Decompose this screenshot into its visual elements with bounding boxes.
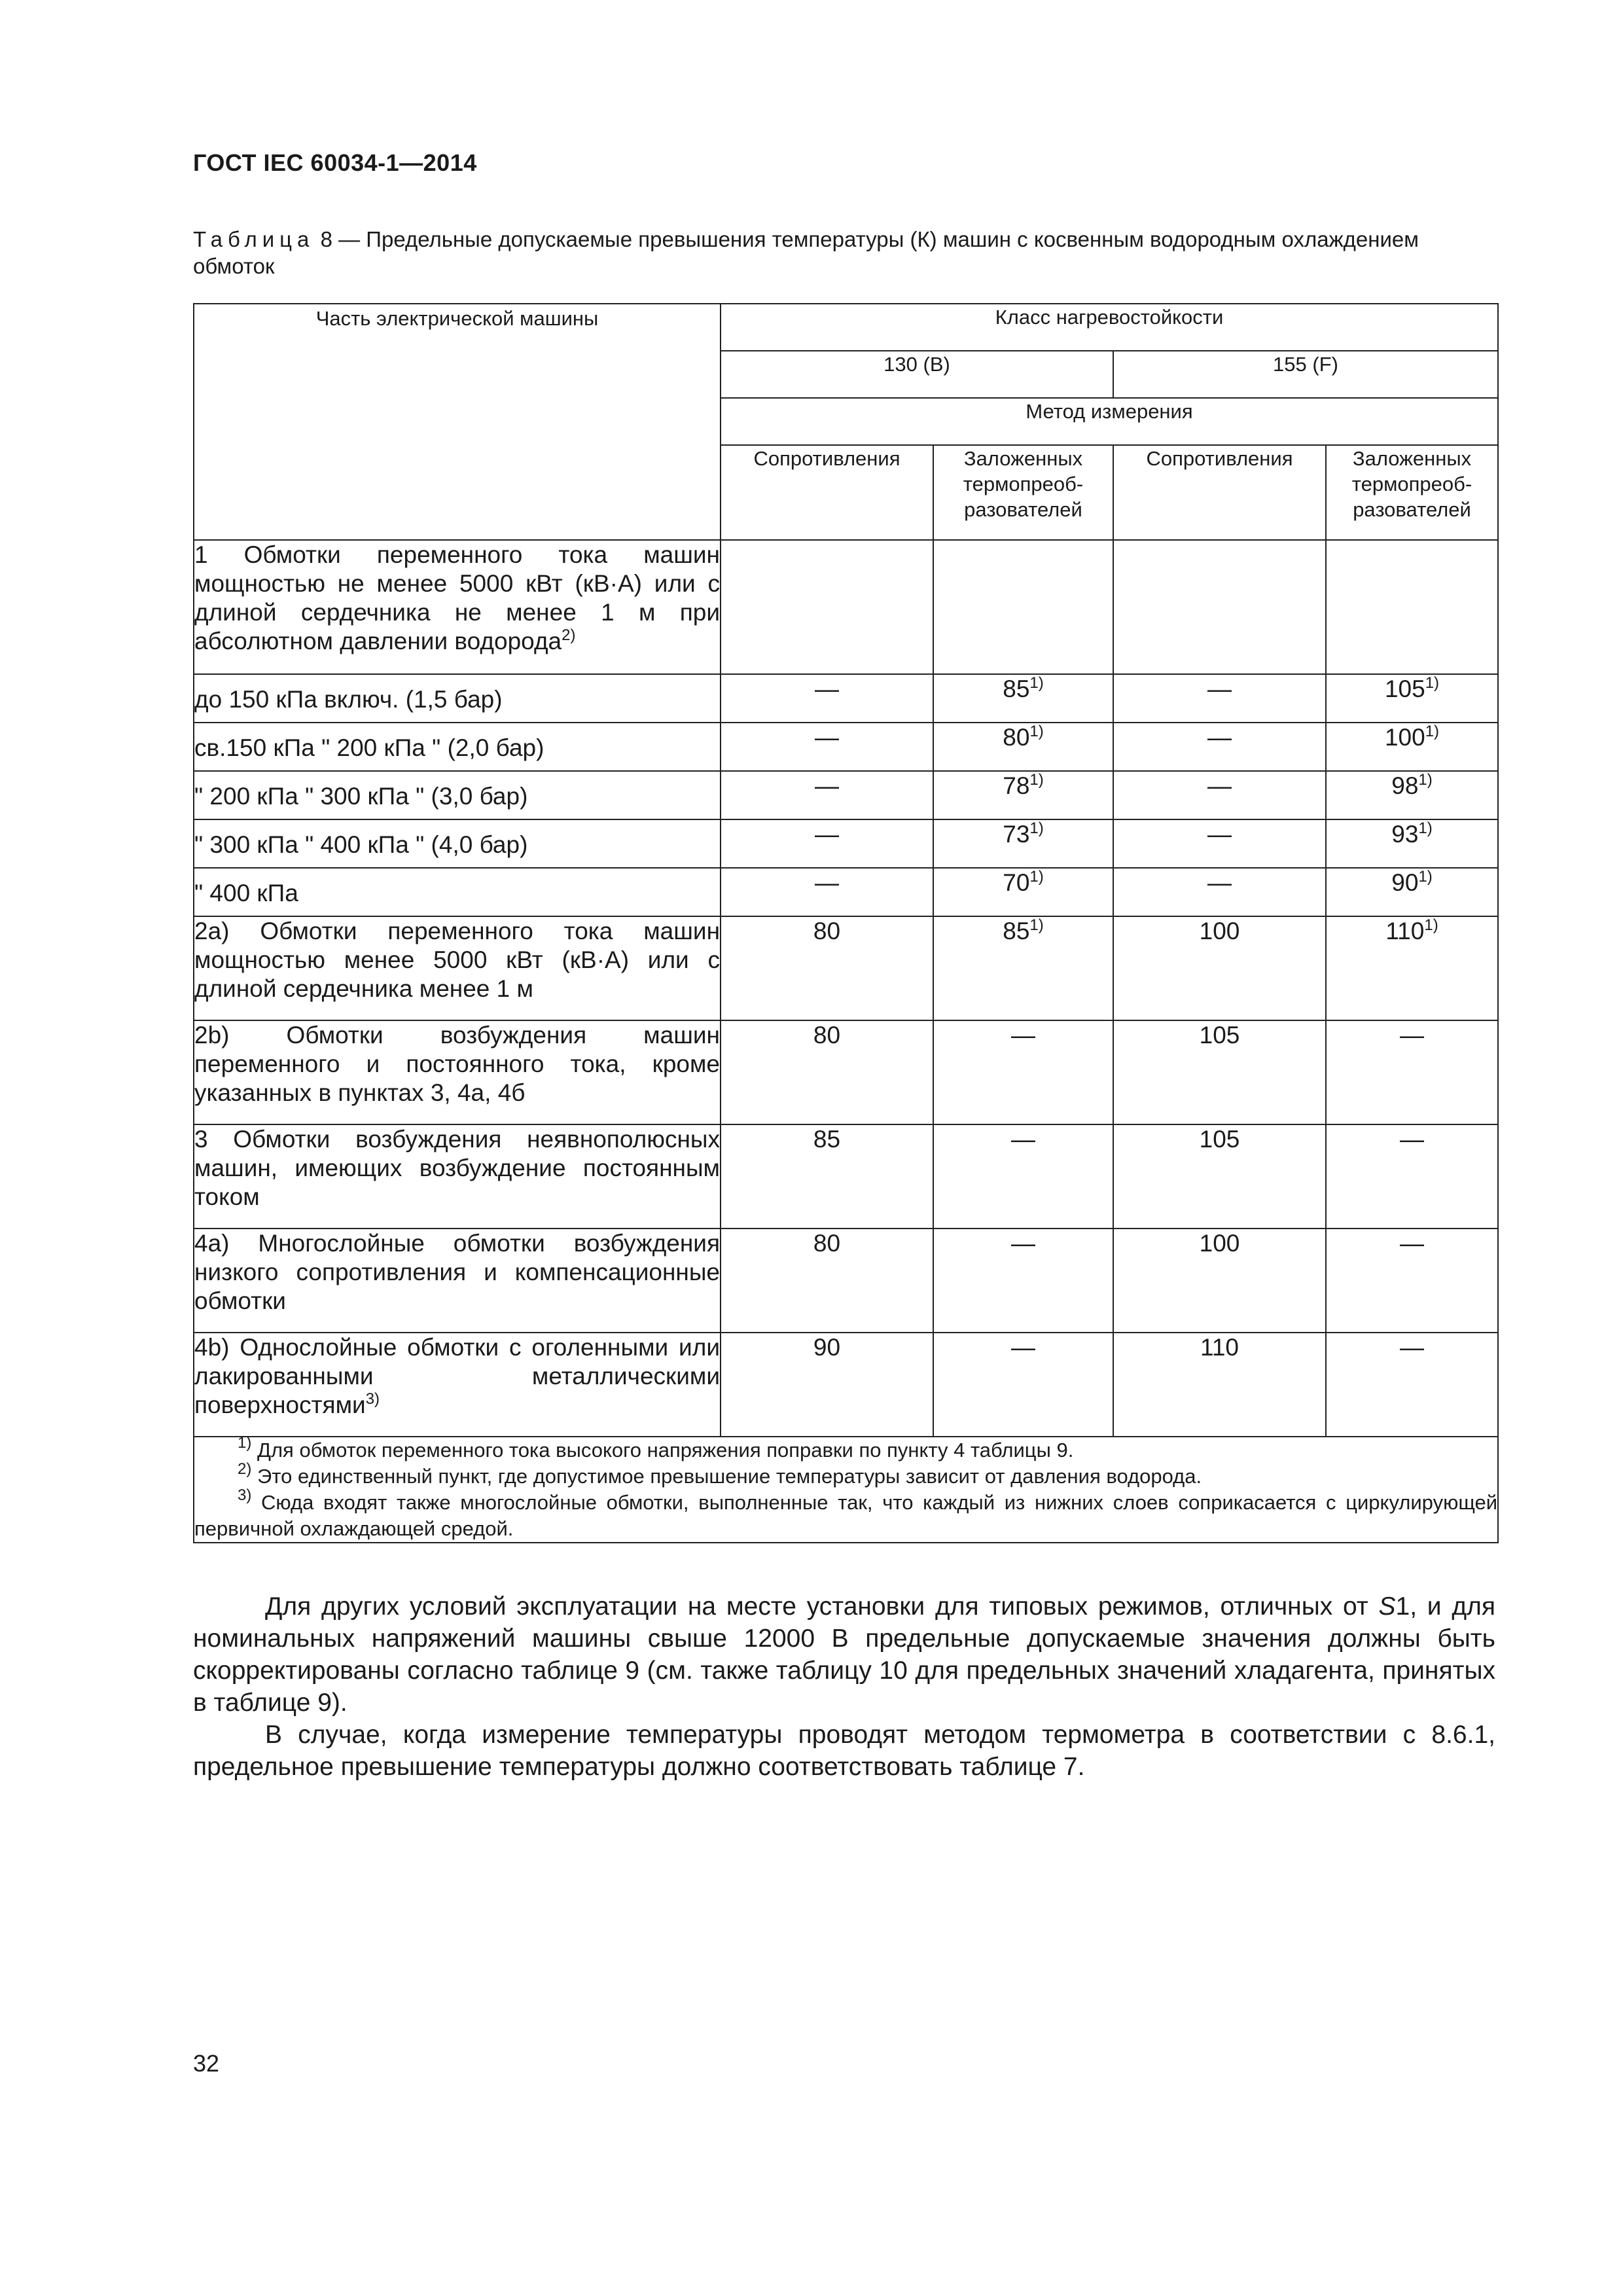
value-text: — bbox=[1207, 869, 1232, 896]
value-text: 100 bbox=[1199, 918, 1240, 944]
footnote-ref: 2) bbox=[562, 626, 576, 644]
value-text: — bbox=[815, 724, 839, 751]
footnote bbox=[194, 1460, 1497, 1490]
value-cell-v4 bbox=[1326, 540, 1498, 674]
paragraph-text: Для других условий эксплуатации на месте установки для типовых режимов, отличных от bbox=[265, 1592, 1379, 1621]
value-cell-v2 bbox=[933, 819, 1113, 868]
footnote-mark: 1) bbox=[238, 1434, 252, 1452]
table-row bbox=[194, 674, 1498, 723]
row-part-cell: 4a) Многослойные обмотки возбуждения низкого сопротивления и компенсационные обмотки bbox=[194, 1229, 721, 1333]
footnote-ref: 1) bbox=[1029, 723, 1044, 740]
value-text: 98 bbox=[1391, 772, 1419, 799]
value-text: — bbox=[815, 821, 839, 848]
row-part-cell: 3 Обмотки возбуждения неявнополюсных машин, имеющих возбуждение постоянным током bbox=[194, 1124, 721, 1229]
table-body bbox=[194, 540, 1498, 1437]
body-text bbox=[193, 1590, 1495, 1783]
row-part-cell: " 200 кПа " 300 кПа " (3,0 бар) bbox=[194, 771, 721, 819]
value-cell-v3 bbox=[1113, 1229, 1326, 1333]
value-text: — bbox=[1400, 1334, 1425, 1361]
footnote-ref: 1) bbox=[1418, 819, 1433, 837]
footnote-text: Это единственный пункт, где допустимое превышение температуры зависит от давления водорода. bbox=[257, 1465, 1202, 1488]
document-header: ГОСТ IEC 60034-1—2014 bbox=[193, 149, 477, 176]
value-cell-v3 bbox=[1113, 674, 1326, 723]
value-cell-v3 bbox=[1113, 819, 1326, 868]
row-part-cell: 2b) Обмотки возбуждения машин переменного и постоянного тока, кроме указанных в пунктах 3, 4а, 4б bbox=[194, 1020, 721, 1124]
table-row bbox=[194, 771, 1498, 819]
page-number: 32 bbox=[193, 2050, 220, 2077]
value-text: 85 bbox=[1003, 918, 1030, 944]
footnote-ref: 1) bbox=[1418, 771, 1433, 789]
value-text: — bbox=[1400, 1022, 1425, 1049]
value-text: — bbox=[1011, 1230, 1035, 1257]
value-cell-v4 bbox=[1326, 771, 1498, 819]
table-row bbox=[194, 1333, 1498, 1437]
value-text: 105 bbox=[1384, 675, 1425, 702]
value-cell-v2 bbox=[933, 1124, 1113, 1229]
footnote-ref: 1) bbox=[1029, 771, 1044, 789]
table-caption-text: 8 — Предельные допускаемые превышения температуры (К) машин с косвенным водородным охлаждением обмоток bbox=[193, 227, 1419, 278]
table-row bbox=[194, 723, 1498, 771]
footnote-ref: 1) bbox=[1425, 723, 1440, 740]
value-cell-v4 bbox=[1326, 1229, 1498, 1333]
value-text: 93 bbox=[1391, 821, 1419, 848]
value-text: 70 bbox=[1003, 869, 1030, 896]
header-class-155: 155 (F) bbox=[1113, 351, 1498, 398]
footnote-mark: 3) bbox=[238, 1486, 252, 1504]
footnote bbox=[194, 1434, 1497, 1463]
value-cell-v1 bbox=[721, 1229, 933, 1333]
row-part-cell: " 400 кПа bbox=[194, 868, 721, 916]
value-text: — bbox=[815, 869, 839, 896]
value-cell-v3 bbox=[1113, 723, 1326, 771]
value-text: 105 bbox=[1199, 1126, 1240, 1153]
value-text: — bbox=[815, 772, 839, 799]
value-cell-v2 bbox=[933, 868, 1113, 916]
value-text: — bbox=[1207, 675, 1232, 702]
table-row bbox=[194, 540, 1498, 674]
table-row bbox=[194, 1020, 1498, 1124]
value-cell-v4 bbox=[1326, 723, 1498, 771]
value-cell-v3 bbox=[1113, 1124, 1326, 1229]
value-cell-v2 bbox=[933, 1333, 1113, 1437]
value-cell-v2 bbox=[933, 723, 1113, 771]
row-part-cell: 2a) Обмотки переменного тока машин мощностью менее 5000 кВт (кВ·А) или с длиной сердечника менее 1 м bbox=[194, 916, 721, 1020]
value-text: 85 bbox=[1003, 675, 1030, 702]
row-part-cell: 4b) Однослойные обмотки с оголенными или лакированными металлическими поверхностями$^{3)}$ bbox=[194, 1333, 721, 1437]
paragraph: В случае, когда измерение температуры проводят методом термометра в соответствии с 8.6.1, предельное превышение температуры должно соответствовать таблице 7. bbox=[193, 1721, 1495, 1781]
value-cell-v3 bbox=[1113, 916, 1326, 1020]
value-text: — bbox=[1011, 1126, 1035, 1153]
temperature-limits-table bbox=[193, 303, 1499, 1543]
value-cell-v1 bbox=[721, 771, 933, 819]
value-cell-v1 bbox=[721, 1333, 933, 1437]
value-cell-v2 bbox=[933, 771, 1113, 819]
value-cell-v2 bbox=[933, 540, 1113, 674]
footnote-ref: 1) bbox=[1425, 674, 1440, 692]
footnote-ref: 1) bbox=[1029, 674, 1044, 692]
footnote-ref: 1) bbox=[1029, 819, 1044, 837]
footnotes-list bbox=[194, 1434, 1498, 1542]
paragraph bbox=[193, 1590, 1495, 1719]
row-part-cell: 1 Обмотки переменного тока машин мощностью не менее 5000 кВт (кВ·А) или с длиной сердечника не менее 1 м при абсолютном давлении водорода$^{2)}$ bbox=[194, 540, 721, 674]
value-text: — bbox=[1207, 724, 1232, 751]
value-cell-v2 bbox=[933, 1020, 1113, 1124]
footnote-ref: 1) bbox=[1029, 868, 1044, 886]
footnote-mark: 2) bbox=[238, 1460, 252, 1478]
value-text: 80 bbox=[1003, 724, 1030, 751]
value-text: 110 bbox=[1200, 1334, 1239, 1361]
row-part-cell: св.150 кПа " 200 кПа " (2,0 бар) bbox=[194, 723, 721, 771]
table-row bbox=[194, 1229, 1498, 1333]
value-text: 100 bbox=[1199, 1230, 1240, 1257]
row-part-cell: до 150 кПа включ. (1,5 бар) bbox=[194, 674, 721, 723]
footnote-ref: 1) bbox=[1424, 916, 1438, 934]
value-cell-v3 bbox=[1113, 771, 1326, 819]
value-cell-v1 bbox=[721, 1020, 933, 1124]
footnote bbox=[194, 1486, 1498, 1542]
value-cell-v3 bbox=[1113, 868, 1326, 916]
value-cell-v2 bbox=[933, 1229, 1113, 1333]
mode-symbol: S bbox=[1378, 1592, 1396, 1621]
table-row bbox=[194, 916, 1498, 1020]
value-cell-v1 bbox=[721, 819, 933, 868]
value-text: 80 bbox=[813, 1022, 841, 1049]
value-text: 73 bbox=[1003, 821, 1030, 848]
value-cell-v1 bbox=[721, 723, 933, 771]
value-cell-v4 bbox=[1326, 819, 1498, 868]
value-text: — bbox=[1400, 1230, 1425, 1257]
header-method-embedded-detectors: Заложенных термопреоб-разователей bbox=[1326, 445, 1498, 540]
header-method-embedded-detectors: Заложенных термопреоб-разователей bbox=[933, 445, 1113, 540]
table-row bbox=[194, 819, 1498, 868]
value-text: 90 bbox=[813, 1334, 841, 1361]
value-text: — bbox=[1400, 1126, 1425, 1153]
value-cell-v4 bbox=[1326, 674, 1498, 723]
header-measurement-method: Метод измерения bbox=[721, 398, 1498, 445]
value-cell-v3 bbox=[1113, 540, 1326, 674]
value-text: 85 bbox=[813, 1126, 841, 1153]
value-cell-v4 bbox=[1326, 868, 1498, 916]
table-row bbox=[194, 868, 1498, 916]
row-part-cell: " 300 кПа " 400 кПа " (4,0 бар) bbox=[194, 819, 721, 868]
paragraph-text: 1, и для номинальных напряжений машины свыше 12000 В предельные допускаемые значения должны быть скорректированы согласно таблице 9 (см. также таблицу 10 для предельных значений хладагента, принятых в таблице 9). bbox=[193, 1592, 1495, 1717]
value-text: 80 bbox=[813, 918, 841, 944]
table-row bbox=[194, 1124, 1498, 1229]
value-cell-v4 bbox=[1326, 1333, 1498, 1437]
value-text: 110 bbox=[1385, 918, 1425, 944]
value-cell-v1 bbox=[721, 868, 933, 916]
value-cell-v1 bbox=[721, 540, 933, 674]
header-insulation-class: Класс нагревостойкости bbox=[721, 304, 1498, 351]
header-class-130: 130 (B) bbox=[721, 351, 1113, 398]
value-cell-v1 bbox=[721, 916, 933, 1020]
value-text: 78 bbox=[1003, 772, 1030, 799]
value-text: 90 bbox=[1391, 869, 1419, 896]
header-method-resistance: Сопротивления bbox=[1113, 445, 1326, 540]
table-footnotes bbox=[194, 1434, 1498, 1543]
value-text: — bbox=[1207, 821, 1232, 848]
footnote-ref: 3) bbox=[365, 1390, 380, 1408]
value-cell-v1 bbox=[721, 1124, 933, 1229]
header-part-of-machine: Часть электрической машины bbox=[194, 304, 721, 540]
footnote-text: Сюда входят также многослойные обмотки, выполненные так, что каждый из нижних слоев соприкасается с циркулирующей первичной охлаждающей средой. bbox=[194, 1491, 1498, 1540]
value-cell-v3 bbox=[1113, 1333, 1326, 1437]
value-cell-v4 bbox=[1326, 1124, 1498, 1229]
table-caption bbox=[193, 226, 1495, 279]
value-cell-v4 bbox=[1326, 1020, 1498, 1124]
header-method-resistance: Сопротивления bbox=[721, 445, 933, 540]
value-text: — bbox=[815, 675, 839, 702]
footnote-ref: 1) bbox=[1418, 868, 1433, 886]
value-text: — bbox=[1011, 1334, 1035, 1361]
value-text: 100 bbox=[1384, 724, 1425, 751]
value-cell-v3 bbox=[1113, 1020, 1326, 1124]
value-text: — bbox=[1011, 1022, 1035, 1049]
value-cell-v1 bbox=[721, 674, 933, 723]
value-text: 105 bbox=[1199, 1022, 1240, 1049]
value-cell-v2 bbox=[933, 916, 1113, 1020]
value-text: — bbox=[1207, 772, 1232, 799]
value-cell-v2 bbox=[933, 674, 1113, 723]
value-cell-v4 bbox=[1326, 916, 1498, 1020]
footnote-text: Для обмоток переменного тока высокого напряжения поправки по пункту 4 таблицы 9. bbox=[257, 1439, 1074, 1462]
footnote-ref: 1) bbox=[1029, 916, 1044, 934]
table-caption-label: Таблица bbox=[193, 227, 315, 251]
value-text: 80 bbox=[813, 1230, 841, 1257]
